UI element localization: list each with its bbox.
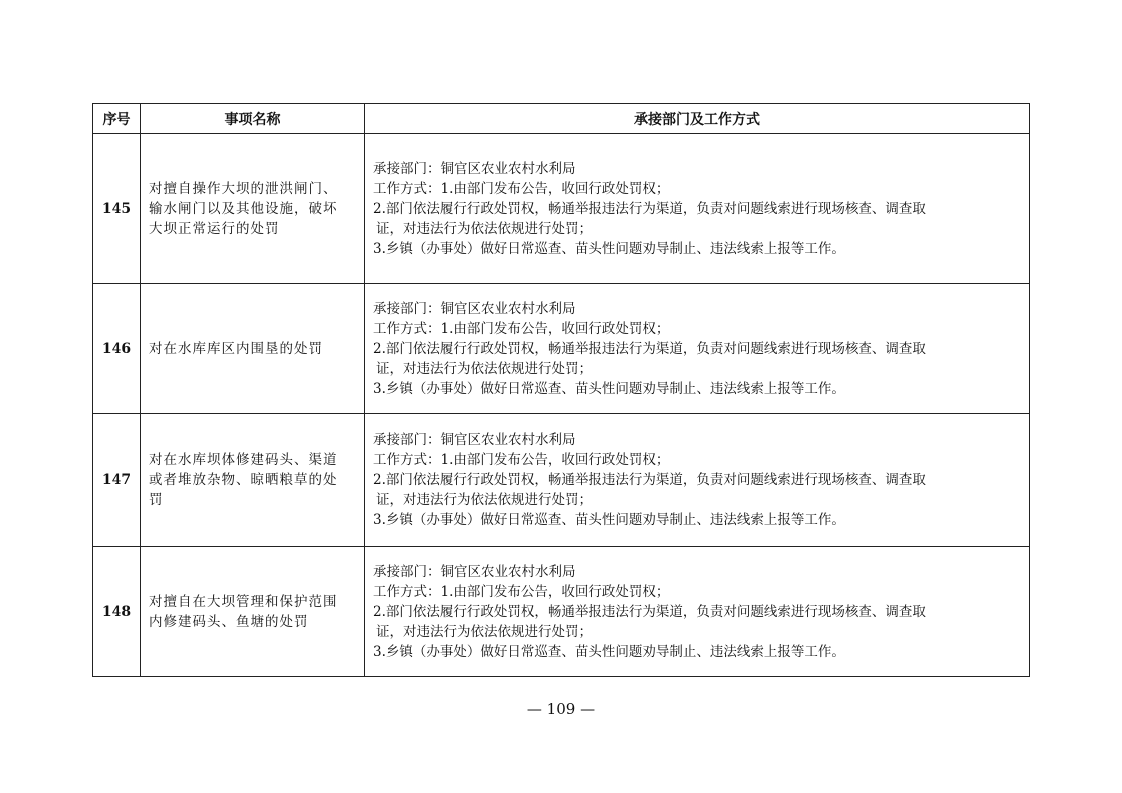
method-line: 工作方式：1.由部门发布公告，收回行政处罚权； [373, 583, 670, 600]
header-dept: 承接部门及工作方式 [365, 104, 1030, 134]
method-line: 证，对违法行为依法依规进行处罚； [376, 492, 592, 508]
dept-line: 承接部门：铜官区农业农村水利局 [373, 432, 576, 448]
method-line: 工作方式：1.由部门发布公告，收回行政处罚权； [373, 180, 670, 197]
method-line: 3.乡镇（办事处）做好日常巡查、苗头性问题劝导制止、违法线索上报等工作。 [373, 643, 845, 660]
row-number: 147 [93, 414, 141, 547]
table-row [93, 134, 1030, 284]
method-line: 2.部门依法履行行政处罚权，畅通举报违法行为渠道，负责对问题线索进行现场核查、调查取 [373, 603, 926, 620]
dept-method [365, 414, 1030, 547]
table-row [93, 547, 1030, 677]
items-table [92, 103, 1030, 677]
method-line: 2.部门依法履行行政处罚权，畅通举报违法行为渠道，负责对问题线索进行现场核查、调查取 [373, 472, 926, 488]
table-row [93, 414, 1030, 547]
method-line: 2.部门依法履行行政处罚权，畅通举报违法行为渠道，负责对问题线索进行现场核查、调查取 [373, 340, 926, 357]
item-name [141, 134, 365, 284]
method-line: 证，对违法行为依法依规进行处罚； [376, 623, 592, 640]
item-name [141, 414, 365, 547]
dept-method [365, 547, 1030, 677]
item-name-line: 大坝正常运行的处罚 [149, 220, 280, 237]
dept-line: 承接部门：铜官区农业农村水利局 [373, 563, 576, 580]
method-line: 证，对违法行为依法依规进行处罚； [376, 360, 592, 377]
page-number: — 109 — [526, 700, 596, 718]
item-name-line: 对擅自在大坝管理和保护范围 [149, 593, 338, 610]
item-name-line: 内修建码头、鱼塘的处罚 [149, 613, 309, 630]
item-name-line: 或者堆放杂物、晾晒粮草的处 [149, 472, 338, 488]
item-name [141, 284, 365, 414]
method-line: 3.乡镇（办事处）做好日常巡查、苗头性问题劝导制止、违法线索上报等工作。 [373, 240, 845, 257]
item-name-line: 罚 [149, 492, 164, 508]
row-number: 146 [93, 284, 141, 414]
item-name-line: 对擅自操作大坝的泄洪闸门、 [149, 180, 338, 197]
item-name-line: 对在水库坝体修建码头、渠道 [149, 452, 338, 468]
dept-line: 承接部门：铜官区农业农村水利局 [373, 300, 576, 317]
item-name [141, 547, 365, 677]
table-header-row [93, 104, 1030, 134]
method-line: 3.乡镇（办事处）做好日常巡查、苗头性问题劝导制止、违法线索上报等工作。 [373, 512, 845, 528]
method-line: 2.部门依法履行行政处罚权，畅通举报违法行为渠道，负责对问题线索进行现场核查、调查取 [373, 200, 926, 217]
method-line: 工作方式：1.由部门发布公告，收回行政处罚权； [373, 320, 670, 337]
dept-line: 承接部门：铜官区农业农村水利局 [373, 160, 576, 177]
header-name: 事项名称 [141, 104, 365, 134]
table-row [93, 284, 1030, 414]
row-number: 145 [93, 134, 141, 284]
method-line: 3.乡镇（办事处）做好日常巡查、苗头性问题劝导制止、违法线索上报等工作。 [373, 380, 845, 397]
item-name-line: 对在水库库区内围垦的处罚 [149, 340, 323, 357]
dept-method [365, 284, 1030, 414]
row-number: 148 [93, 547, 141, 677]
item-name-line: 输水闸门以及其他设施，破坏 [149, 200, 338, 217]
method-line: 证，对违法行为依法依规进行处罚； [376, 220, 592, 237]
method-line: 工作方式：1.由部门发布公告，收回行政处罚权； [373, 452, 670, 468]
header-no: 序号 [93, 104, 141, 134]
dept-method [365, 134, 1030, 284]
